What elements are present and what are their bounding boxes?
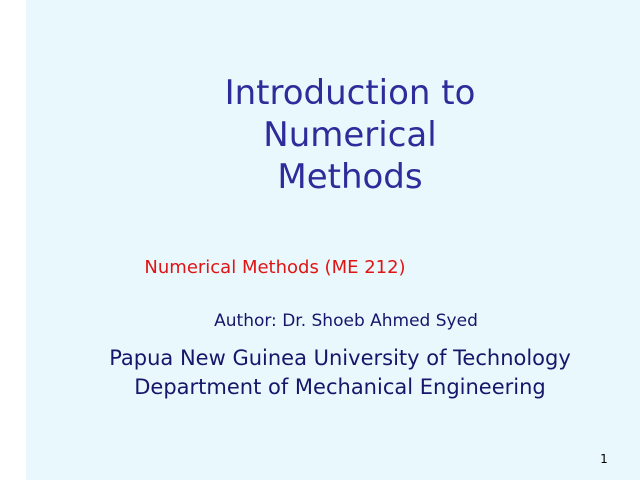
slide-title-line-1: Introduction to: [224, 73, 476, 113]
course-name: Numerical Methods (ME 212): [144, 257, 406, 278]
university-name: Papua New Guinea University of Technology: [109, 346, 571, 370]
slide-title: [150, 72, 550, 198]
institution-block: [70, 344, 610, 402]
page-number: 1: [600, 452, 608, 466]
slide-title-line-3: Methods: [277, 157, 423, 197]
slide-title-line-2: Numerical: [263, 115, 437, 155]
author-line: Author: Dr. Shoeb Ahmed Syed: [214, 311, 478, 331]
department-name: Department of Mechanical Engineering: [134, 375, 546, 399]
